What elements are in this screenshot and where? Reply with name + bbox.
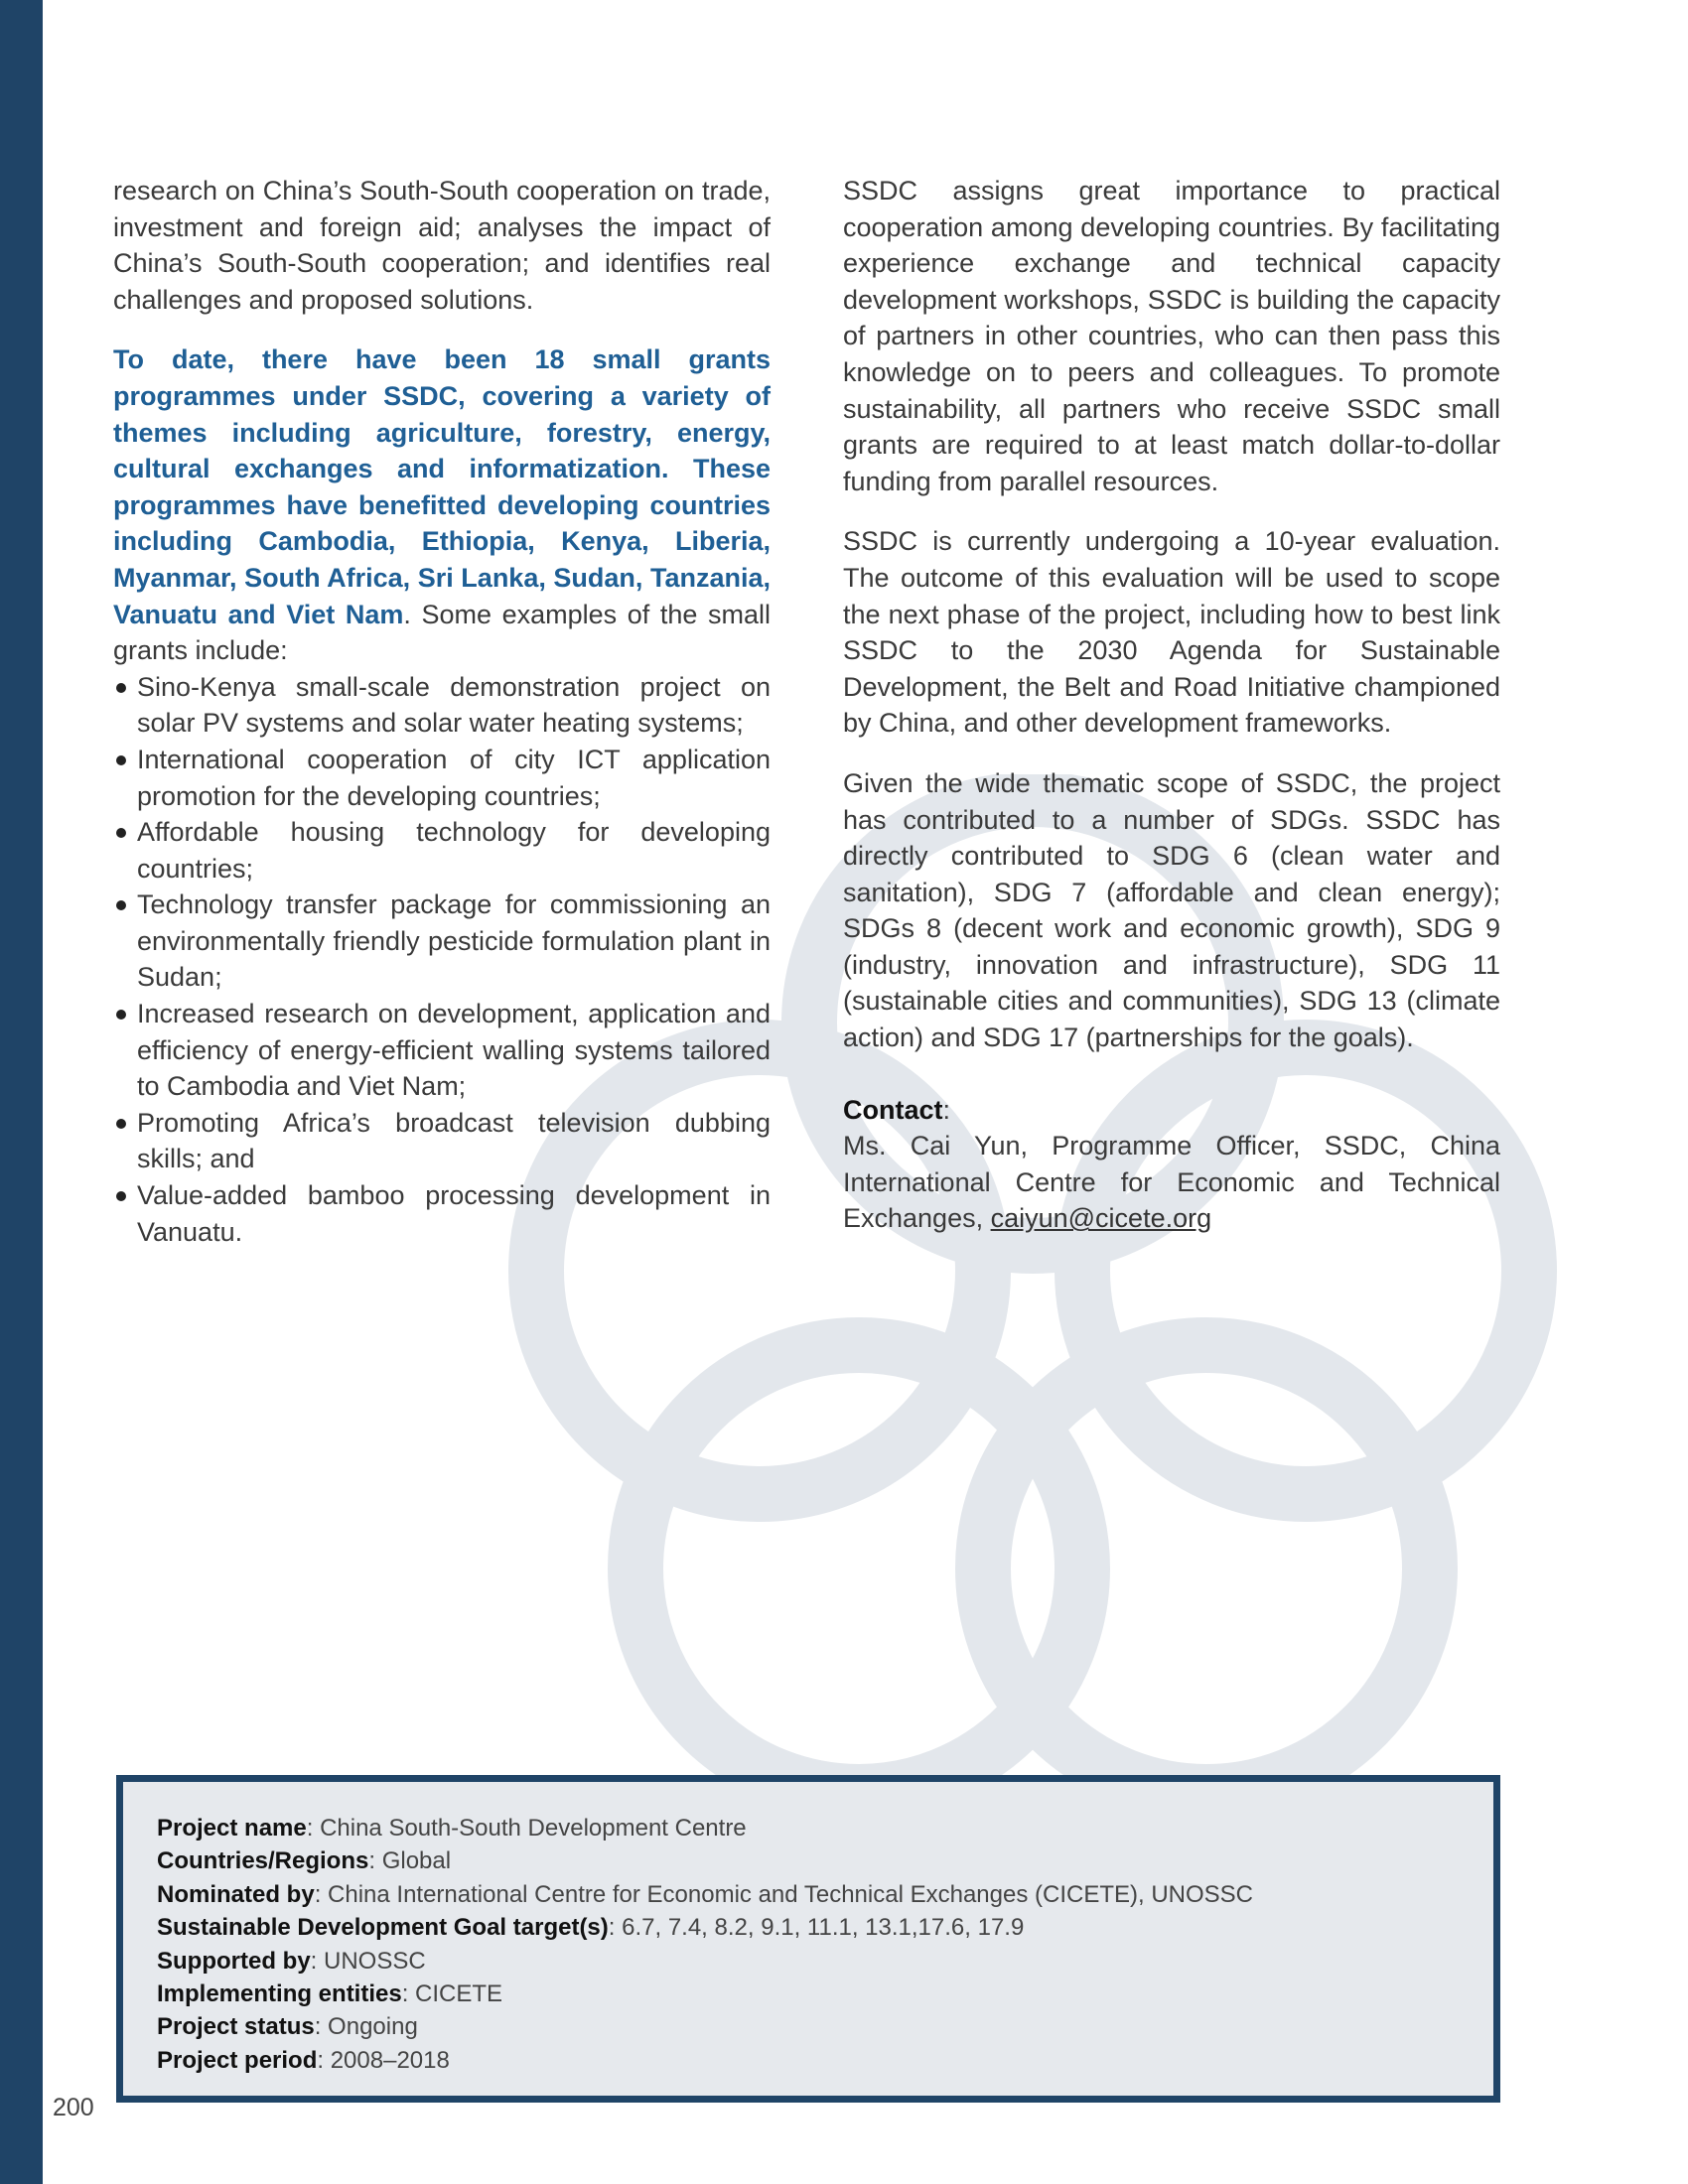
grants-highlight: To date, there have been 18 small grants programmes under SSDC, covering a variety of themes including agriculture, forestry, energy, cultural exchanges and informatization. These programmes have benefitted developing countries including Cambodia, Ethiopia, Kenya, Liberia, Myanmar, South Africa, Sri Lanka, Sudan, Tanzania, Vanuatu and Viet Nam	[113, 344, 771, 629]
list-item: International cooperation of city ICT application promotion for the developing countries;	[113, 742, 771, 814]
list-item: Sino-Kenya small-scale demonstration project on solar PV systems and solar water heating systems;	[113, 669, 771, 742]
info-label: Nominated by	[157, 1880, 315, 1908]
info-value: : 2008–2018	[317, 2046, 450, 2074]
cooperation-paragraph: SSDC assigns great importance to practical cooperation among developing countries. By facilitating experience exchange and technical capacity development workshops, SSDC is building the capacity of partners in other countries, who can then pass this knowledge on to peers and colleagues. To promote sustainability, all partners who receive SSDC small grants are required to at least match dollar-to-dollar funding from parallel resources.	[843, 176, 1500, 496]
grants-list	[113, 669, 771, 1251]
info-row-implementing-entities	[157, 1978, 1493, 2010]
info-value: : 6.7, 7.4, 8.2, 9.1, 11.1, 13.1,17.6, 17.9	[608, 1914, 1025, 1942]
evaluation-paragraph: SSDC is currently undergoing a 10-year evaluation. The outcome of this evaluation will be used to scope the next phase of the project, including how to best link SSDC to the 2030 Agenda for Sustainable Development, the Belt and Road Initiative championed by China, and other development frameworks.	[843, 526, 1500, 739]
info-row-countries	[157, 1844, 1493, 1877]
info-row-project-status	[157, 2010, 1493, 2043]
info-row-supported-by	[157, 1945, 1493, 1978]
left-sidebar-bar	[0, 0, 43, 2184]
info-label: Project period	[157, 2046, 318, 2074]
info-label: Countries/Regions	[157, 1847, 369, 1875]
info-value: : China International Centre for Economic and Technical Exchanges (CICETE), UNOSSC	[314, 1880, 1254, 1908]
grants-paragraph	[113, 341, 771, 668]
right-column	[843, 173, 1500, 1261]
list-item: Technology transfer package for commissioning an environmentally friendly pesticide formulation plant in Sudan;	[113, 887, 771, 996]
grants-highlight-tail: . Some examples of the small grants include:	[113, 599, 772, 666]
list-item: Value-added bamboo processing development in Vanuatu.	[113, 1177, 771, 1250]
contact-colon: :	[942, 1094, 951, 1125]
info-label: Supported by	[157, 1947, 311, 1975]
info-label: Implementing entities	[157, 1980, 402, 2008]
info-label: Project status	[157, 2013, 315, 2041]
info-value: : China South-South Development Centre	[306, 1815, 747, 1842]
sdg-paragraph: Given the wide thematic scope of SSDC, the project has contributed to a number of SDGs. SSDC has directly contributed to SDG 6 (clean water and sanitation), SDG 7 (affordable and clean energy); SDGs 8 (decent work and economic growth), SDG 9 (industry, innovation and infrastructure), SDG 11 (sustainable cities and communities), SDG 13 (climate action) and SDG 17 (partnerships for the goals).	[843, 767, 1500, 1053]
contact-email-link[interactable]: caiyun@cicete.org	[990, 1203, 1212, 1234]
contact-label: Contact	[843, 1094, 943, 1125]
info-label: Sustainable Development Goal target(s)	[157, 1914, 609, 1942]
list-item: Affordable housing technology for developing countries;	[113, 814, 771, 887]
info-value: : UNOSSC	[310, 1947, 426, 1975]
intro-paragraph: research on China’s South-South cooperation on trade, investment and foreign aid; analyses the impact of China’s South-South cooperation; and identifies real challenges and proposed solutions.	[113, 176, 771, 315]
contact-text: Ms. Cai Yun, Programme Officer, SSDC, China International Centre for Economic and Technical Exchanges,	[843, 1131, 1500, 1234]
info-label: Project name	[157, 1815, 307, 1842]
page-number: 200	[53, 2094, 94, 2121]
info-row-nominated-by	[157, 1878, 1493, 1911]
project-info-box	[116, 1775, 1500, 2103]
info-row-project-name	[157, 1812, 1493, 1844]
list-item: Promoting Africa’s broadcast television dubbing skills; and	[113, 1105, 771, 1177]
contact-section	[843, 1092, 1500, 1237]
list-item: Increased research on development, application and efficiency of energy-efficient walling systems tailored to Cambodia and Viet Nam;	[113, 996, 771, 1105]
left-column	[113, 173, 771, 1250]
info-value: : Global	[368, 1847, 452, 1875]
info-row-sdg-targets	[157, 1911, 1493, 1944]
info-value: : Ongoing	[314, 2013, 418, 2041]
info-row-project-period	[157, 2044, 1493, 2077]
info-value: : CICETE	[401, 1980, 503, 2008]
